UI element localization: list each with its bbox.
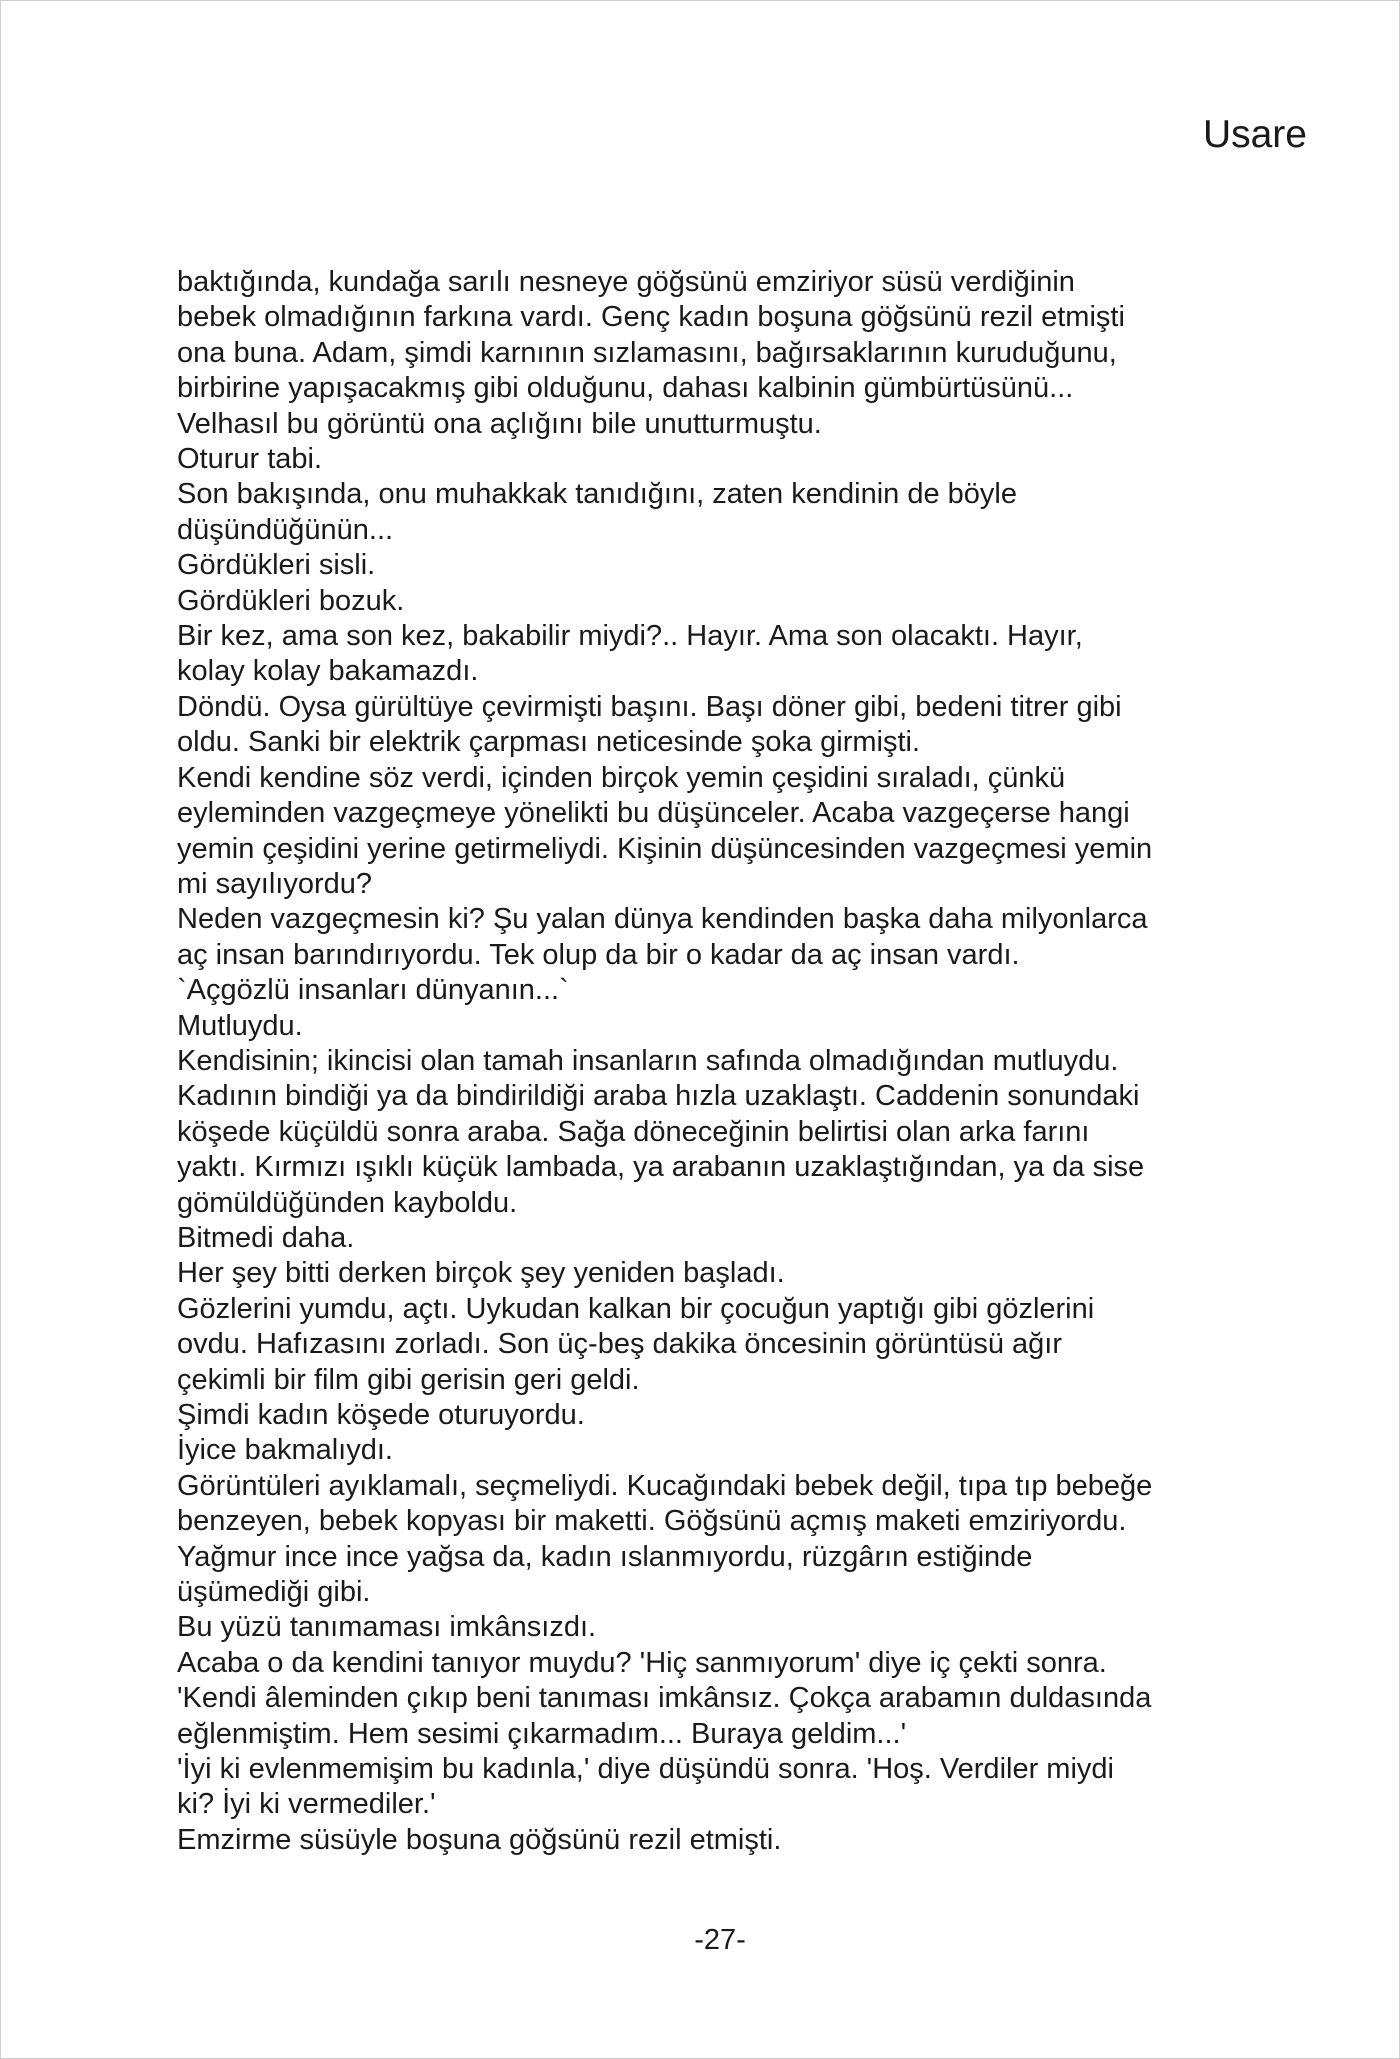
text-line: eyleminden vazgeçmeye yönelikti bu düşünceler. Acaba vazgeçerse hangi: [177, 797, 1130, 830]
text-line: Kadının bindiği ya da bindirildiği araba hızla uzaklaştı. Caddenin sonundaki: [177, 1080, 1140, 1113]
text-line: Gördükleri bozuk.: [177, 584, 405, 617]
text-line: 'İyi ki evlenmemişim bu kadınla,' diye düşündü sonra. 'Hoş. Verdiler miydi: [177, 1753, 1114, 1786]
text-line: Bu yüzü tanımaması imkânsızdı.: [177, 1611, 597, 1644]
text-line: çekimli bir film gibi gerisin geri geldi.: [177, 1363, 640, 1396]
text-line: Kendisinin; ikincisi olan tamah insanların safında olmadığından mutluydu.: [177, 1044, 1119, 1077]
text-line: köşede küçüldü sonra araba. Sağa döneceğinin belirtisi olan arka farını: [177, 1115, 1090, 1148]
text-line: aç insan barındırıyordu. Tek olup da bir o kadar da aç insan vardı.: [177, 938, 1020, 971]
text-line: bebek olmadığının farkına vardı. Genç kadın boşuna göğsünü rezil etmişti: [177, 301, 1125, 334]
text-line: ona buna. Adam, şimdi karnının sızlamasını, bağırsaklarının kuruduğunu,: [177, 336, 1117, 369]
page-number: -27-: [694, 1924, 746, 1956]
text-line: mi sayılıyordu?: [177, 867, 373, 900]
text-line: Yağmur ince ince yağsa da, kadın ıslanmıyordu, rüzgârın estiğinde: [177, 1540, 1033, 1573]
text-line: kolay kolay bakamazdı.: [177, 655, 479, 688]
text-line: Son bakışında, onu muhakkak tanıdığını, zaten kendinin de böyle: [177, 478, 1017, 511]
text-line: Her şey bitti derken birçok şey yeniden başladı.: [177, 1257, 785, 1290]
text-line: gömüldüğünden kayboldu.: [177, 1186, 518, 1219]
body-text: [177, 265, 1337, 1858]
text-line: Velhasıl bu görüntü ona açlığını bile unutturmuştu.: [177, 407, 822, 440]
text-line: baktığında, kundağa sarılı nesneye göğsünü emziriyor süsü verdiğinin: [177, 266, 1075, 298]
text-line: Mutluydu.: [177, 1009, 303, 1042]
text-line: üşümediği gibi.: [177, 1576, 371, 1609]
text-line: Bir kez, ama son kez, bakabilir miydi?.. Hayır. Ama son olacaktı. Hayır,: [177, 620, 1083, 653]
running-header-title: Usare: [1202, 113, 1307, 156]
text-line: yemin çeşidini yerine getirmeliydi. Kişinin düşüncesinden vazgeçmesi yemin: [177, 832, 1153, 865]
text-line: Gözlerini yumdu, açtı. Uykudan kalkan bir çocuğun yaptığı gibi gözlerini: [177, 1292, 1095, 1325]
text-line: eğlenmiştim. Hem sesimi çıkarmadım... Buraya geldim...': [177, 1717, 907, 1750]
text-line: `Açgözlü insanları dünyanın...`: [177, 974, 569, 1007]
text-line: birbirine yapışacakmış gibi olduğunu, dahası kalbinin gümbürtüsünü...: [177, 372, 1074, 405]
text-line: yaktı. Kırmızı ışıklı küçük lambada, ya arabanın uzaklaştığından, ya da sise: [177, 1151, 1145, 1184]
text-line: Döndü. Oysa gürültüye çevirmişti başını. Başı döner gibi, bedeni titrer gibi: [177, 690, 1122, 723]
text-line: İyice bakmalıydı.: [177, 1434, 393, 1467]
text-line: Kendi kendine söz verdi, içinden birçok yemin çeşidini sıraladı, çünkü: [177, 761, 1066, 794]
text-line: oldu. Sanki bir elektrik çarpması neticesinde şoka girmişti.: [177, 726, 921, 759]
text-line: Bitmedi daha.: [177, 1221, 355, 1254]
text-line: düşündüğünün...: [177, 513, 394, 546]
text-line: Gördükleri sisli.: [177, 549, 376, 582]
text-line: Acaba o da kendini tanıyor muydu? 'Hiç sanmıyorum' diye iç çekti sonra.: [177, 1646, 1107, 1679]
text-line: Neden vazgeçmesin ki? Şu yalan dünya kendinden başka daha milyonlarca: [177, 903, 1148, 936]
text-line: ki? İyi ki vermediler.': [177, 1788, 436, 1821]
text-line: 'Kendi âleminden çıkıp beni tanıması imkânsız. Çokça arabamın duldasında: [177, 1682, 1152, 1715]
text-line: benzeyen, bebek kopyası bir maketti. Göğsünü açmış maketi emziriyordu.: [177, 1505, 1127, 1538]
text-line: Oturur tabi.: [177, 443, 323, 476]
text-line: Emzirme süsüyle boşuna göğsünü rezil etmişti.: [177, 1823, 782, 1856]
text-line: ovdu. Hafızasını zorladı. Son üç-beş dakika öncesinin görüntüsü ağır: [177, 1328, 1063, 1361]
text-line: Şimdi kadın köşede oturuyordu.: [177, 1399, 585, 1431]
text-line: Görüntüleri ayıklamalı, seçmeliydi. Kucağındaki bebek değil, tıpa tıp bebeğe: [177, 1469, 1153, 1502]
